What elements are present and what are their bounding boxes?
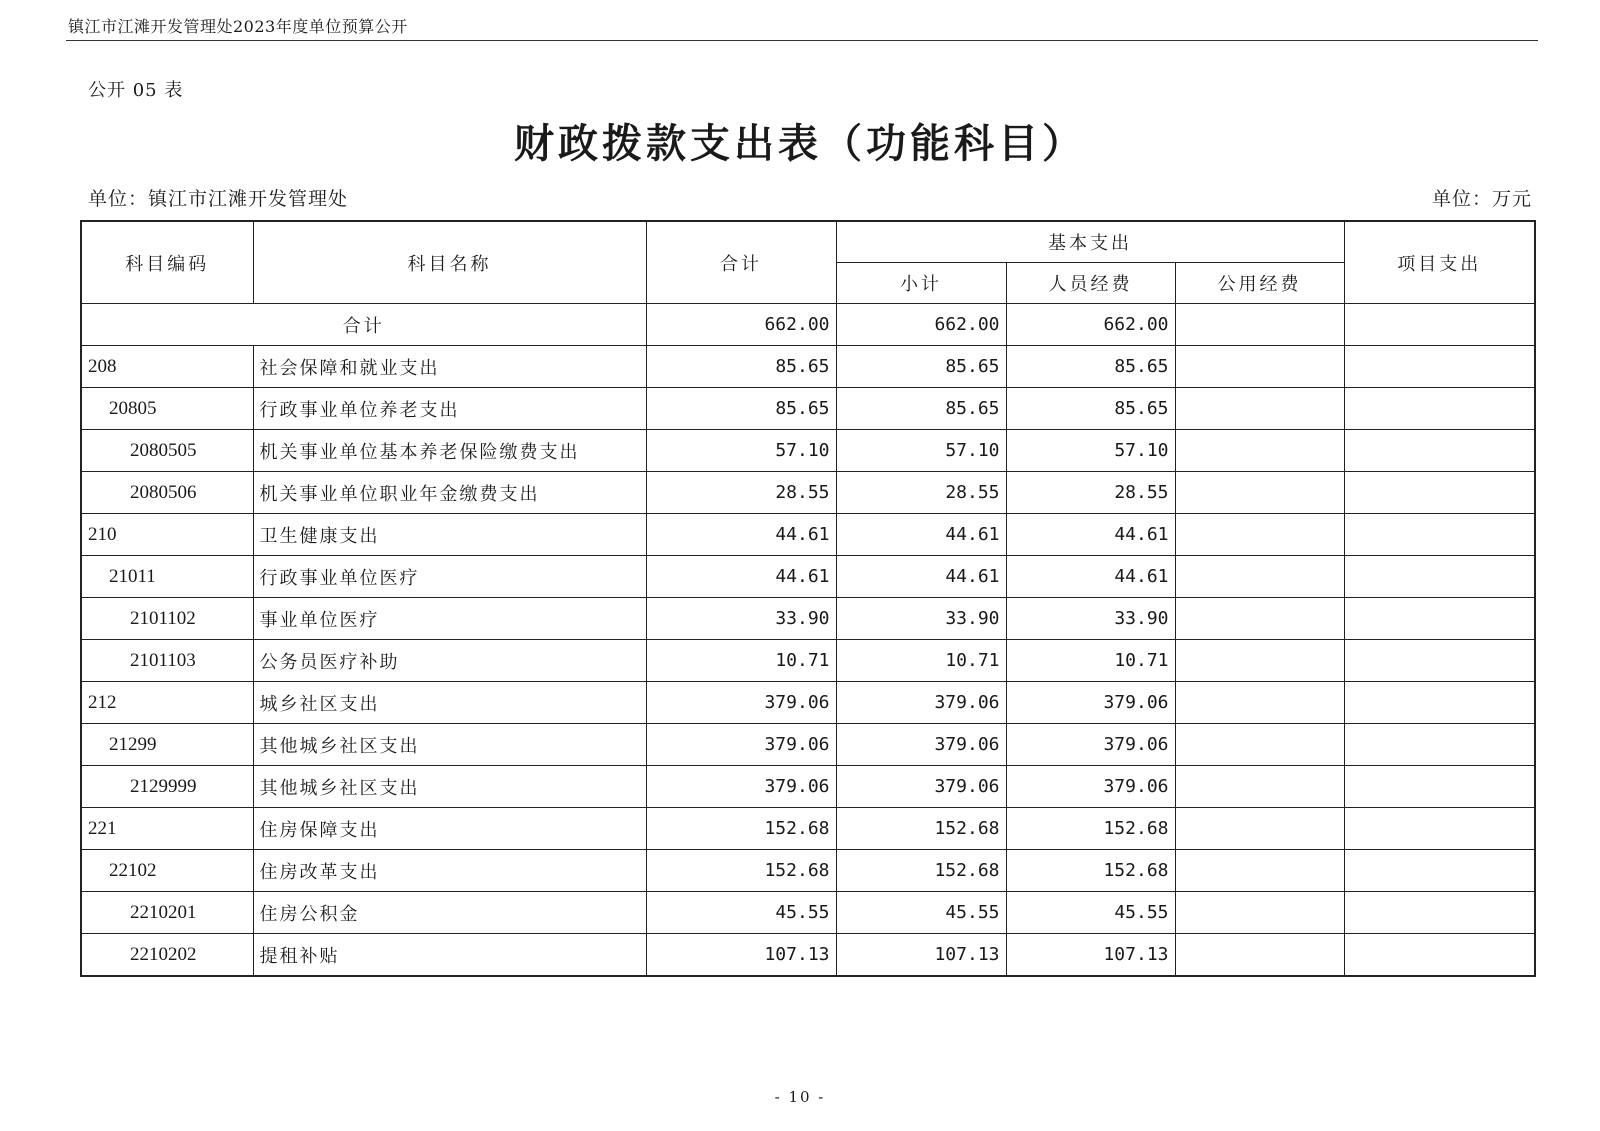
public-cell: [1175, 682, 1344, 724]
currency-unit: 单位：万元: [1431, 188, 1532, 210]
total-cell: 379.06: [646, 766, 836, 808]
public-cell: [1175, 430, 1344, 472]
project-cell: [1344, 892, 1535, 934]
personnel-cell: 152.68: [1006, 850, 1175, 892]
form-number: 公开 05 表: [88, 80, 184, 101]
project-cell: [1344, 934, 1535, 977]
table-row: [81, 850, 1535, 892]
name-cell: 公务员医疗补助: [253, 640, 646, 682]
subtotal-cell: 85.65: [836, 346, 1006, 388]
project-cell: [1344, 430, 1535, 472]
header-personnel: 人员经费: [1006, 263, 1175, 304]
project-cell: [1344, 724, 1535, 766]
page-title: 财政拨款支出表（功能科目）: [514, 121, 1086, 167]
total-row: [81, 304, 1535, 346]
personnel-cell: 44.61: [1006, 514, 1175, 556]
table-row: [81, 766, 1535, 808]
header-subtotal: 小计: [836, 263, 1006, 304]
total-cell: 662.00: [646, 304, 836, 346]
name-cell: 住房改革支出: [253, 850, 646, 892]
expenditure-table: [80, 220, 1536, 977]
unit-name: 单位：镇江市江滩开发管理处: [88, 188, 349, 210]
total-cell: 57.10: [646, 430, 836, 472]
header-total: 合计: [646, 221, 836, 304]
total-cell: 379.06: [646, 724, 836, 766]
project-cell: [1344, 850, 1535, 892]
personnel-cell: 379.06: [1006, 682, 1175, 724]
header-basic-expenditure: 基本支出: [836, 221, 1344, 263]
code-cell: 212: [81, 682, 253, 724]
personnel-cell: 57.10: [1006, 430, 1175, 472]
header-project-expenditure: 项目支出: [1344, 221, 1535, 304]
public-cell: [1175, 850, 1344, 892]
project-cell: [1344, 304, 1535, 346]
code-cell: 2210201: [81, 892, 253, 934]
code-cell: 2101103: [81, 640, 253, 682]
code-cell: 20805: [81, 388, 253, 430]
name-cell: 城乡社区支出: [253, 682, 646, 724]
total-cell: 33.90: [646, 598, 836, 640]
name-cell: 机关事业单位职业年金缴费支出: [253, 472, 646, 514]
subtotal-cell: 152.68: [836, 850, 1006, 892]
public-cell: [1175, 808, 1344, 850]
public-cell: [1175, 724, 1344, 766]
public-cell: [1175, 514, 1344, 556]
table-row: [81, 934, 1535, 977]
code-cell: 2080506: [81, 472, 253, 514]
public-cell: [1175, 556, 1344, 598]
table-row: [81, 808, 1535, 850]
subtotal-cell: 379.06: [836, 724, 1006, 766]
subtotal-cell: 44.61: [836, 556, 1006, 598]
total-cell: 28.55: [646, 472, 836, 514]
subtotal-cell: 45.55: [836, 892, 1006, 934]
project-cell: [1344, 556, 1535, 598]
public-cell: [1175, 598, 1344, 640]
total-label: 合计: [81, 304, 646, 346]
name-cell: 事业单位医疗: [253, 598, 646, 640]
table-row: [81, 640, 1535, 682]
public-cell: [1175, 472, 1344, 514]
code-cell: 221: [81, 808, 253, 850]
total-cell: 85.65: [646, 346, 836, 388]
personnel-cell: 662.00: [1006, 304, 1175, 346]
running-header: 镇江市江滩开发管理处2023年度单位预算公开: [68, 17, 408, 36]
public-cell: [1175, 934, 1344, 977]
table-row: [81, 724, 1535, 766]
code-cell: 22102: [81, 850, 253, 892]
subtotal-cell: 85.65: [836, 388, 1006, 430]
total-cell: 44.61: [646, 514, 836, 556]
project-cell: [1344, 514, 1535, 556]
project-cell: [1344, 766, 1535, 808]
public-cell: [1175, 346, 1344, 388]
name-cell: 其他城乡社区支出: [253, 724, 646, 766]
code-cell: 21011: [81, 556, 253, 598]
total-cell: 107.13: [646, 934, 836, 977]
table-row: [81, 388, 1535, 430]
table-row: [81, 682, 1535, 724]
public-cell: [1175, 892, 1344, 934]
public-cell: [1175, 766, 1344, 808]
project-cell: [1344, 808, 1535, 850]
subtotal-cell: 662.00: [836, 304, 1006, 346]
total-cell: 152.68: [646, 850, 836, 892]
personnel-cell: 379.06: [1006, 766, 1175, 808]
subtotal-cell: 379.06: [836, 766, 1006, 808]
public-cell: [1175, 304, 1344, 346]
total-cell: 379.06: [646, 682, 836, 724]
table-row: [81, 514, 1535, 556]
code-cell: 208: [81, 346, 253, 388]
personnel-cell: 44.61: [1006, 556, 1175, 598]
personnel-cell: 152.68: [1006, 808, 1175, 850]
table-row: [81, 430, 1535, 472]
subtotal-cell: 379.06: [836, 682, 1006, 724]
header-name: 科目名称: [253, 221, 646, 304]
name-cell: 提租补贴: [253, 934, 646, 977]
project-cell: [1344, 388, 1535, 430]
personnel-cell: 85.65: [1006, 388, 1175, 430]
personnel-cell: 28.55: [1006, 472, 1175, 514]
subtotal-cell: 10.71: [836, 640, 1006, 682]
public-cell: [1175, 388, 1344, 430]
name-cell: 社会保障和就业支出: [253, 346, 646, 388]
name-cell: 机关事业单位基本养老保险缴费支出: [253, 430, 646, 472]
project-cell: [1344, 472, 1535, 514]
total-cell: 44.61: [646, 556, 836, 598]
subtotal-cell: 33.90: [836, 598, 1006, 640]
name-cell: 其他城乡社区支出: [253, 766, 646, 808]
header-public: 公用经费: [1175, 263, 1344, 304]
code-cell: 2080505: [81, 430, 253, 472]
subtotal-cell: 44.61: [836, 514, 1006, 556]
code-cell: 2101102: [81, 598, 253, 640]
personnel-cell: 85.65: [1006, 346, 1175, 388]
subtotal-cell: 107.13: [836, 934, 1006, 977]
personnel-cell: 33.90: [1006, 598, 1175, 640]
personnel-cell: 45.55: [1006, 892, 1175, 934]
name-cell: 住房公积金: [253, 892, 646, 934]
project-cell: [1344, 682, 1535, 724]
name-cell: 行政事业单位医疗: [253, 556, 646, 598]
code-cell: 210: [81, 514, 253, 556]
table-row: [81, 556, 1535, 598]
personnel-cell: 10.71: [1006, 640, 1175, 682]
page-number: - 10 -: [774, 1088, 826, 1106]
project-cell: [1344, 346, 1535, 388]
total-cell: 45.55: [646, 892, 836, 934]
code-cell: 21299: [81, 724, 253, 766]
table-row: [81, 892, 1535, 934]
name-cell: 卫生健康支出: [253, 514, 646, 556]
header-code: 科目编码: [81, 221, 253, 304]
subtotal-cell: 28.55: [836, 472, 1006, 514]
total-cell: 10.71: [646, 640, 836, 682]
public-cell: [1175, 640, 1344, 682]
personnel-cell: 107.13: [1006, 934, 1175, 977]
header-rule: [66, 40, 1538, 41]
project-cell: [1344, 598, 1535, 640]
code-cell: 2210202: [81, 934, 253, 977]
name-cell: 行政事业单位养老支出: [253, 388, 646, 430]
name-cell: 住房保障支出: [253, 808, 646, 850]
code-cell: 2129999: [81, 766, 253, 808]
project-cell: [1344, 640, 1535, 682]
total-cell: 85.65: [646, 388, 836, 430]
table-row: [81, 346, 1535, 388]
total-cell: 152.68: [646, 808, 836, 850]
personnel-cell: 379.06: [1006, 724, 1175, 766]
subtotal-cell: 152.68: [836, 808, 1006, 850]
table-row: [81, 472, 1535, 514]
subtotal-cell: 57.10: [836, 430, 1006, 472]
table-row: [81, 598, 1535, 640]
